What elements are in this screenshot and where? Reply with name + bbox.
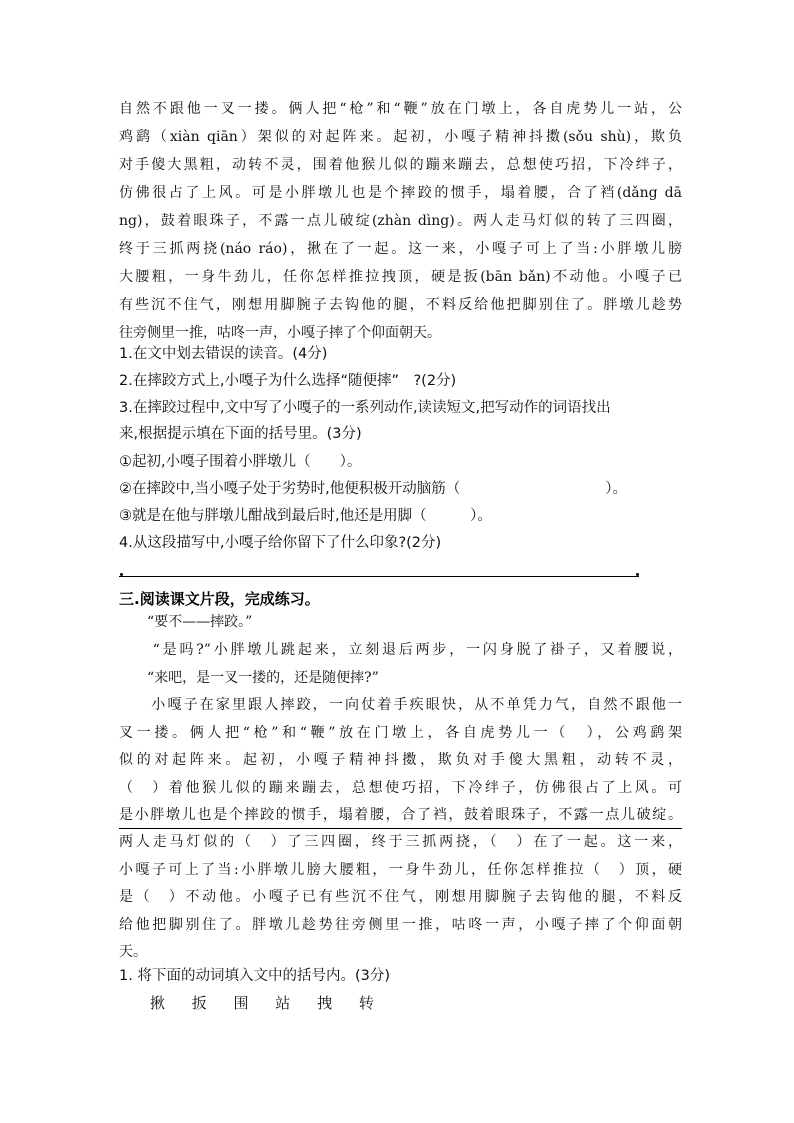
answer-line[interactable] — [119, 576, 639, 577]
passage1-line: 对手傻大黑粗，动转不灵，围着他猴儿似的蹦来蹦去，总想使巧招，下冷绊子， — [119, 157, 682, 173]
passage1-line: 鸡鹞（xiàn qiān）架似的对起阵来。起初，小嘎子精神抖擞(sǒu shù)，欺负 — [119, 129, 682, 145]
passage1-line: 自然不跟他一叉一搂。俩人把“枪”和“鞭”放在门墩上，各自虎势儿一站，公 — [119, 101, 682, 117]
question-3-cont: 来,根据提示填在下面的括号里。(3分) — [119, 426, 362, 442]
passage2-line: （ ）着他猴儿似的蹦来蹦去，总想使巧招，下冷绊子，仿佛很占了上风。可 — [119, 780, 682, 796]
question-1: 1.在文中划去错误的读音。(4分) — [119, 346, 328, 362]
question-3-item-2: ②在摔跤中,当小嘎子处于劣势时,他便积极开动脑筋（ ）。 — [119, 481, 627, 497]
question-4: 4.从这段描写中,小嘎子给你留下了什么印象?(2分) — [119, 535, 442, 551]
passage1-line: ng)，鼓着眼珠子，不露一点儿破绽(zhàn dìng)。两人走马灯似的转了三四圈， — [119, 213, 682, 229]
passage1-line: 仿佛很占了上风。可是小胖墩儿也是个摔跤的惯手，塌着腰，合了裆(dǎng dā — [119, 185, 682, 201]
passage2-line: 似的对起阵来。起初，小嘎子精神抖擞，欺负对手傻大黑粗，动转不灵， — [119, 752, 682, 768]
passage2-line: 给他把脚别住了。胖墩儿趁势往旁侧里一推，咕咚一声，小嘎子摔了个仰面朝 — [119, 917, 682, 933]
passage1-line: 大腰粗，一身牛劲儿，任你怎样推拉拽顶，硬是扳(bān bǎn)不动他。小嘎子已 — [119, 269, 682, 285]
passage2-line: “来吧，是一叉一搂的，还是随便摔?” — [119, 670, 379, 686]
passage2-line: 叉一搂。俩人把“枪”和“鞭”放在门墩上，各自虎势儿一（ ），公鸡鹞架 — [119, 725, 682, 741]
section-heading: 三.阅读课文片段，完成练习。 — [119, 590, 320, 608]
answer-line-end-dot — [636, 573, 639, 576]
passage2-underlined-line: 是小胖墩儿也是个摔跤的惯手，塌着腰，合了裆，鼓着眼珠子，不露一点儿破绽。 — [119, 801, 682, 829]
passage2-line: “要不——摔跤。” — [119, 614, 253, 630]
verb-list: 揪 扳 围 站 拽 转 — [150, 994, 376, 1012]
passage2-line: “是吗?”小胖墩儿跳起来，立刻退后两步，一闪身脱了褂子，又着腰说， — [119, 642, 682, 658]
passage2-line: 是（ ）不动他。小嘎子已有些沉不住气，刚想用脚腕子去钩他的腿，不料反 — [119, 889, 682, 905]
passage1-line: 终于三抓两挠(náo ráo)，揪在了一起。这一来，小嘎子可上了当:小胖墩儿膀 — [119, 241, 682, 257]
passage1-line: 往旁侧里一推，咕咚一声，小嘎子摔了个仰面朝天。 — [119, 325, 441, 341]
passage2-line: 小嘎子可上了当:小胖墩儿膀大腰粗，一身牛劲儿，任你怎样推拉（ ）顶，硬 — [119, 862, 682, 878]
passage2-line: 天。 — [119, 944, 147, 960]
passage2-line: 小嘎子在家里跟人摔跤，一向仗着手疾眼快，从不单凭力气，自然不跟他一 — [119, 697, 682, 713]
passage1-line: 有些沉不住气，刚想用脚腕子去钩他的腿，不料反给他把脚别住了。胖墩儿趁势 — [119, 297, 682, 313]
question-2: 2.在摔跤方式上,小嘎子为什么选择“随便摔” ?(2分) — [119, 373, 457, 389]
question-3-item-3: ③就是在他与胖墩儿酣战到最后时,他还是用脚（ ）。 — [119, 508, 492, 524]
passage2-line: 两人走马灯似的（ ）了三四圈，终于三抓两挠，（ ）在了一起。这一来， — [119, 834, 682, 850]
section3-question-1: 1. 将下面的动词填入文中的括号内。(3分) — [119, 968, 390, 984]
question-3-item-1: ①起初,小嘎子围着小胖墩儿（ ）。 — [119, 454, 362, 470]
question-3: 3.在摔跤过程中,文中写了小嘎子的一系列动作,读读短文,把写动作的词语找出 — [119, 400, 611, 416]
